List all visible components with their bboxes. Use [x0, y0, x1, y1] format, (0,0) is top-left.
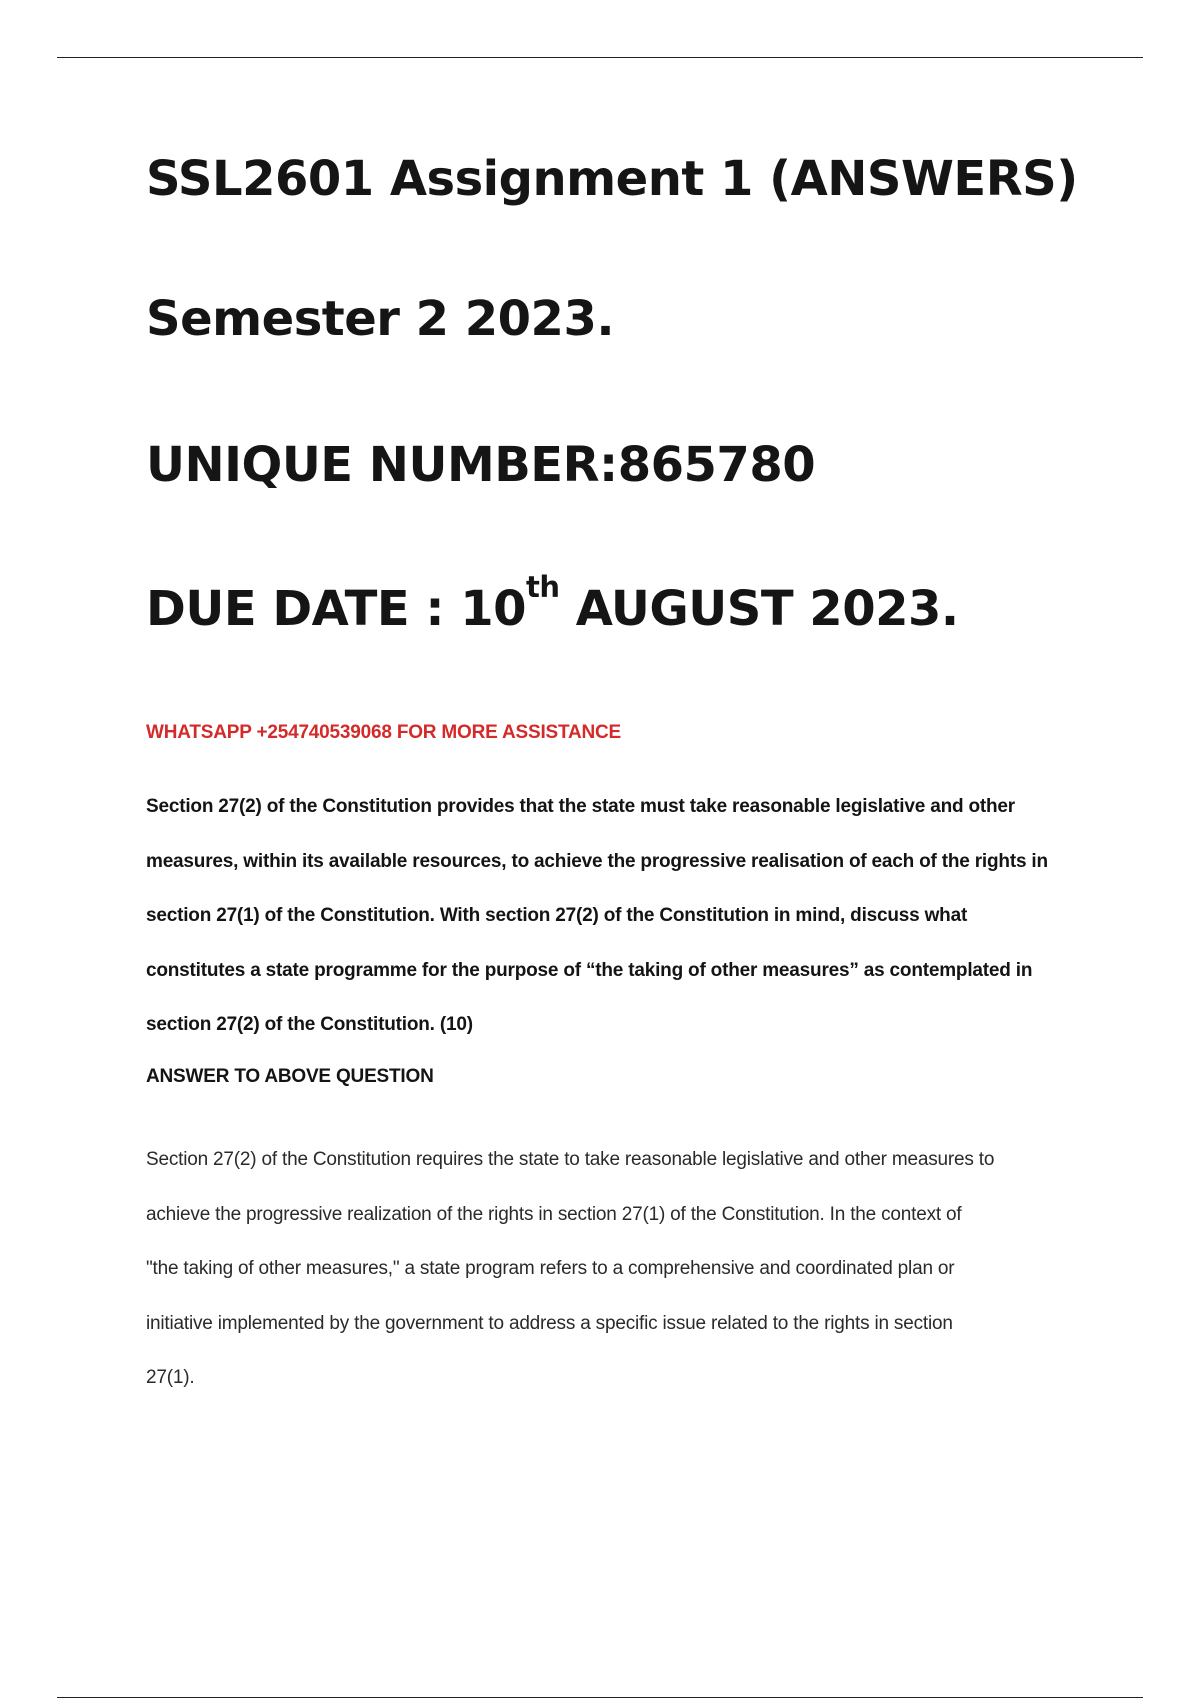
semester-heading: Semester 2 2023.	[146, 291, 615, 347]
answer-line: Section 27(2) of the Constitution requires the state to take reasonable legislative and other measures to	[146, 1149, 995, 1170]
answer-heading: ANSWER TO ABOVE QUESTION	[146, 1066, 434, 1087]
question-line: Section 27(2) of the Constitution provides that the state must take reasonable legislative and other	[146, 796, 1015, 817]
question-line: section 27(1) of the Constitution. With section 27(2) of the Constitution in mind, discuss what	[146, 905, 968, 926]
unique-number-heading: UNIQUE NUMBER:865780	[146, 437, 816, 493]
document-title: SSL2601 Assignment 1 (ANSWERS)	[146, 151, 1078, 207]
answer-line: 27(1).	[146, 1367, 195, 1388]
question-line: constitutes a state programme for the purpose of “the taking of other measures” as contemplated in	[146, 959, 1033, 981]
whatsapp-contact-note: WHATSAPP +254740539068 FOR MORE ASSISTANCE	[146, 722, 622, 743]
question-paragraph	[146, 780, 1096, 1053]
top-divider	[57, 57, 1143, 58]
due-date-heading	[146, 570, 959, 637]
question-line: measures, within its available resources, to achieve the progressive realisation of each of the rights in	[146, 850, 1048, 872]
answer-paragraph	[146, 1133, 1096, 1406]
bottom-divider	[57, 1697, 1143, 1698]
answer-line: achieve the progressive realization of the rights in section 27(1) of the Constitution. In the context of	[146, 1203, 962, 1225]
due-date-prefix: DUE DATE : 10	[146, 581, 527, 637]
answer-line: initiative implemented by the government to address a specific issue related to the rights in section	[146, 1312, 953, 1334]
due-date-ordinal: th	[526, 570, 560, 604]
answer-line: "the taking of other measures," a state program refers to a comprehensive and coordinated plan or	[146, 1258, 955, 1279]
question-line: section 27(2) of the Constitution. (10)	[146, 1014, 473, 1035]
due-date-suffix: AUGUST 2023.	[559, 581, 959, 637]
